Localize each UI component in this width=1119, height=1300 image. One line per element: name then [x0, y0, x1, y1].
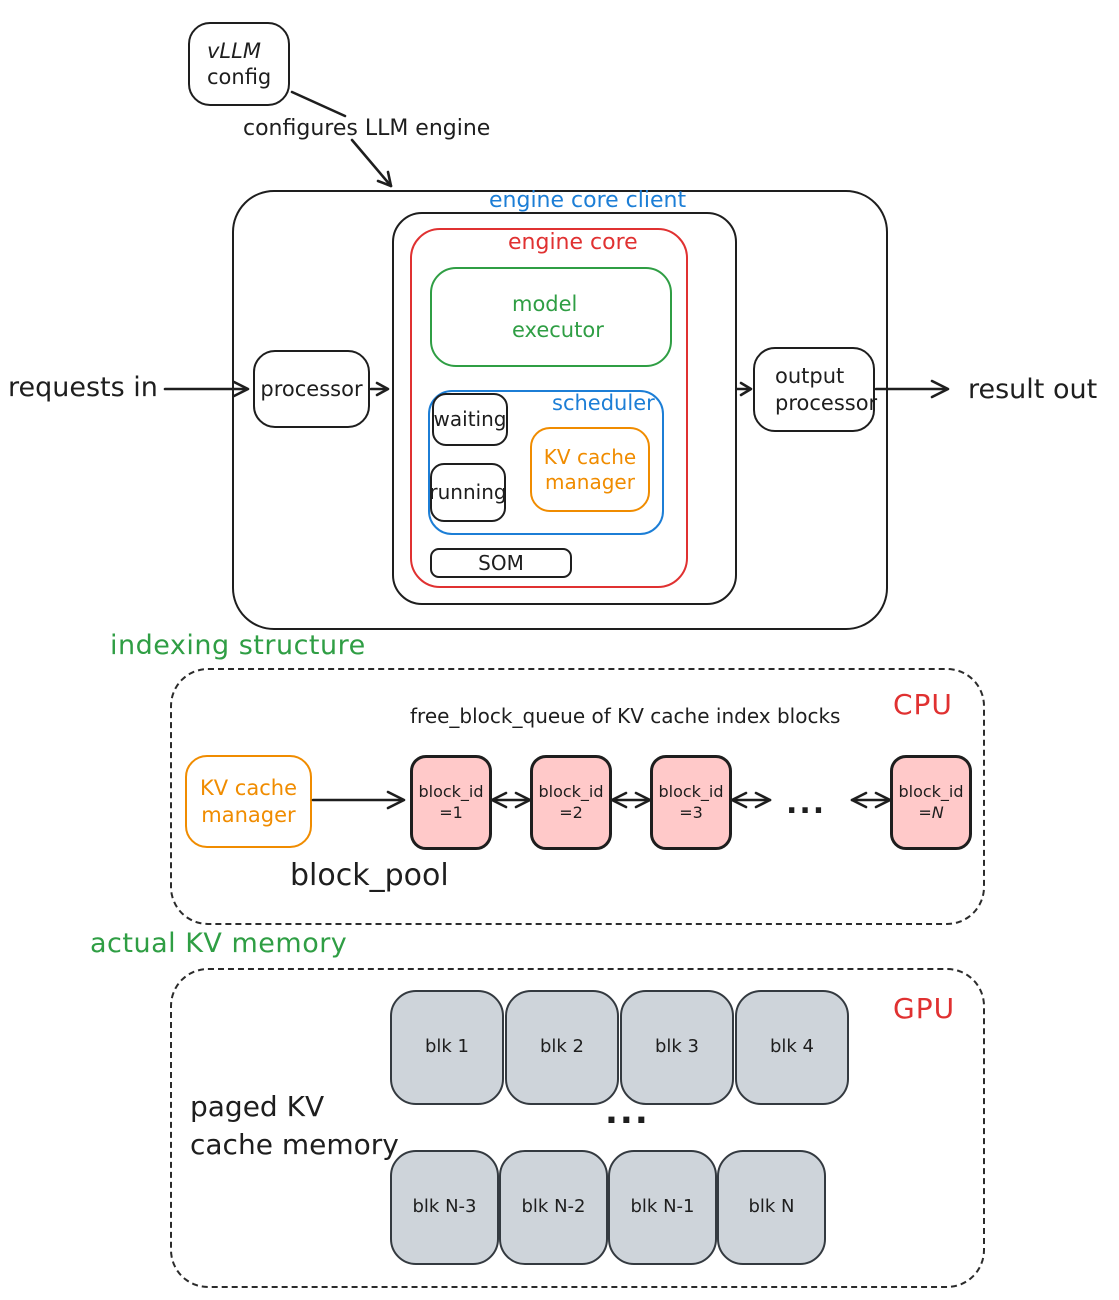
vllm-config-node [188, 22, 290, 106]
scheduler-label: scheduler [552, 391, 655, 415]
running-queue-node [430, 463, 506, 522]
blk-3-label: blk 3 [654, 1036, 700, 1058]
queue-ellipsis: ... [786, 786, 827, 821]
blk-n3-node [390, 1150, 499, 1265]
blk-1-node [390, 990, 504, 1105]
blk-n-node [717, 1150, 826, 1265]
gpu-label: GPU [893, 992, 956, 1025]
paged-kv-label [190, 1088, 399, 1164]
blk-4-node [735, 990, 849, 1105]
block-id-3-value: =3 [679, 802, 703, 822]
free-block-queue-title: free_block_queue of KV cache index blocks [410, 704, 841, 728]
indexing-structure-label: indexing structure [110, 630, 366, 661]
configures-arrow-label: configures LLM engine [243, 116, 491, 141]
blk-2-node [505, 990, 619, 1105]
output-processor-line1: output [775, 364, 845, 389]
cpu-label: CPU [893, 688, 953, 721]
blk-1-label: blk 1 [424, 1036, 470, 1058]
block-id-3-name: block_id [658, 781, 724, 801]
output-processor-node [753, 347, 878, 432]
block-id-1-name: block_id [418, 781, 484, 801]
waiting-queue-node [432, 393, 508, 446]
result-out-label: result out [968, 374, 1098, 405]
requests-in-label: requests in [8, 372, 158, 403]
kv-cache-manager-line1: KV cache [543, 444, 637, 469]
blk-n1-node [608, 1150, 717, 1265]
processor-label: processor [260, 376, 363, 401]
som-label: SOM [478, 550, 524, 575]
blk-n1-label: blk N-1 [630, 1196, 695, 1218]
vllm-config-line2: config [207, 65, 272, 89]
running-label: running [429, 480, 507, 504]
blk-n-label: blk N [748, 1196, 795, 1218]
block-pool-label: block_pool [290, 858, 449, 893]
engine-core-label: engine core [508, 230, 638, 255]
block-id-1-value: =1 [439, 802, 463, 822]
kv-cache-manager-cpu-line1: KV cache [199, 776, 297, 801]
blk-2-label: blk 2 [539, 1036, 585, 1058]
vllm-config-line1: vLLM [207, 38, 261, 63]
blk-4-label: blk 4 [769, 1036, 815, 1058]
paged-kv-label-line1: paged KV [190, 1090, 325, 1123]
model-executor-line2: executor [512, 318, 604, 342]
blk-n2-node [499, 1150, 608, 1265]
block-id-2-value: =2 [559, 802, 583, 822]
block-id-n-name: block_id [898, 781, 964, 801]
som-node [430, 548, 572, 578]
kv-cache-manager-node-cpu [185, 755, 312, 848]
output-processor-line2: processor [775, 390, 878, 415]
kv-cache-manager-node [530, 427, 650, 512]
block-id-1-node [410, 755, 492, 850]
blk-n3-label: blk N-3 [412, 1196, 477, 1218]
waiting-label: waiting [433, 407, 507, 431]
model-executor-line1: model [512, 291, 578, 316]
kv-cache-manager-line2: manager [545, 469, 635, 494]
model-executor-node [430, 267, 672, 367]
engine-core-client-label: engine core client [489, 188, 687, 213]
blk-3-node [620, 990, 734, 1105]
processor-node [253, 350, 370, 428]
block-id-3-node [650, 755, 732, 850]
actual-kv-memory-label: actual KV memory [90, 928, 348, 959]
memory-ellipsis: ... [605, 1092, 650, 1132]
block-id-n-node [890, 755, 972, 850]
blk-n2-label: blk N-2 [521, 1196, 586, 1218]
block-id-2-node [530, 755, 612, 850]
kv-cache-manager-cpu-line2: manager [201, 802, 296, 827]
block-id-2-name: block_id [538, 781, 604, 801]
block-id-n-value: =N [918, 802, 944, 822]
paged-kv-label-line2: cache memory [190, 1127, 399, 1161]
